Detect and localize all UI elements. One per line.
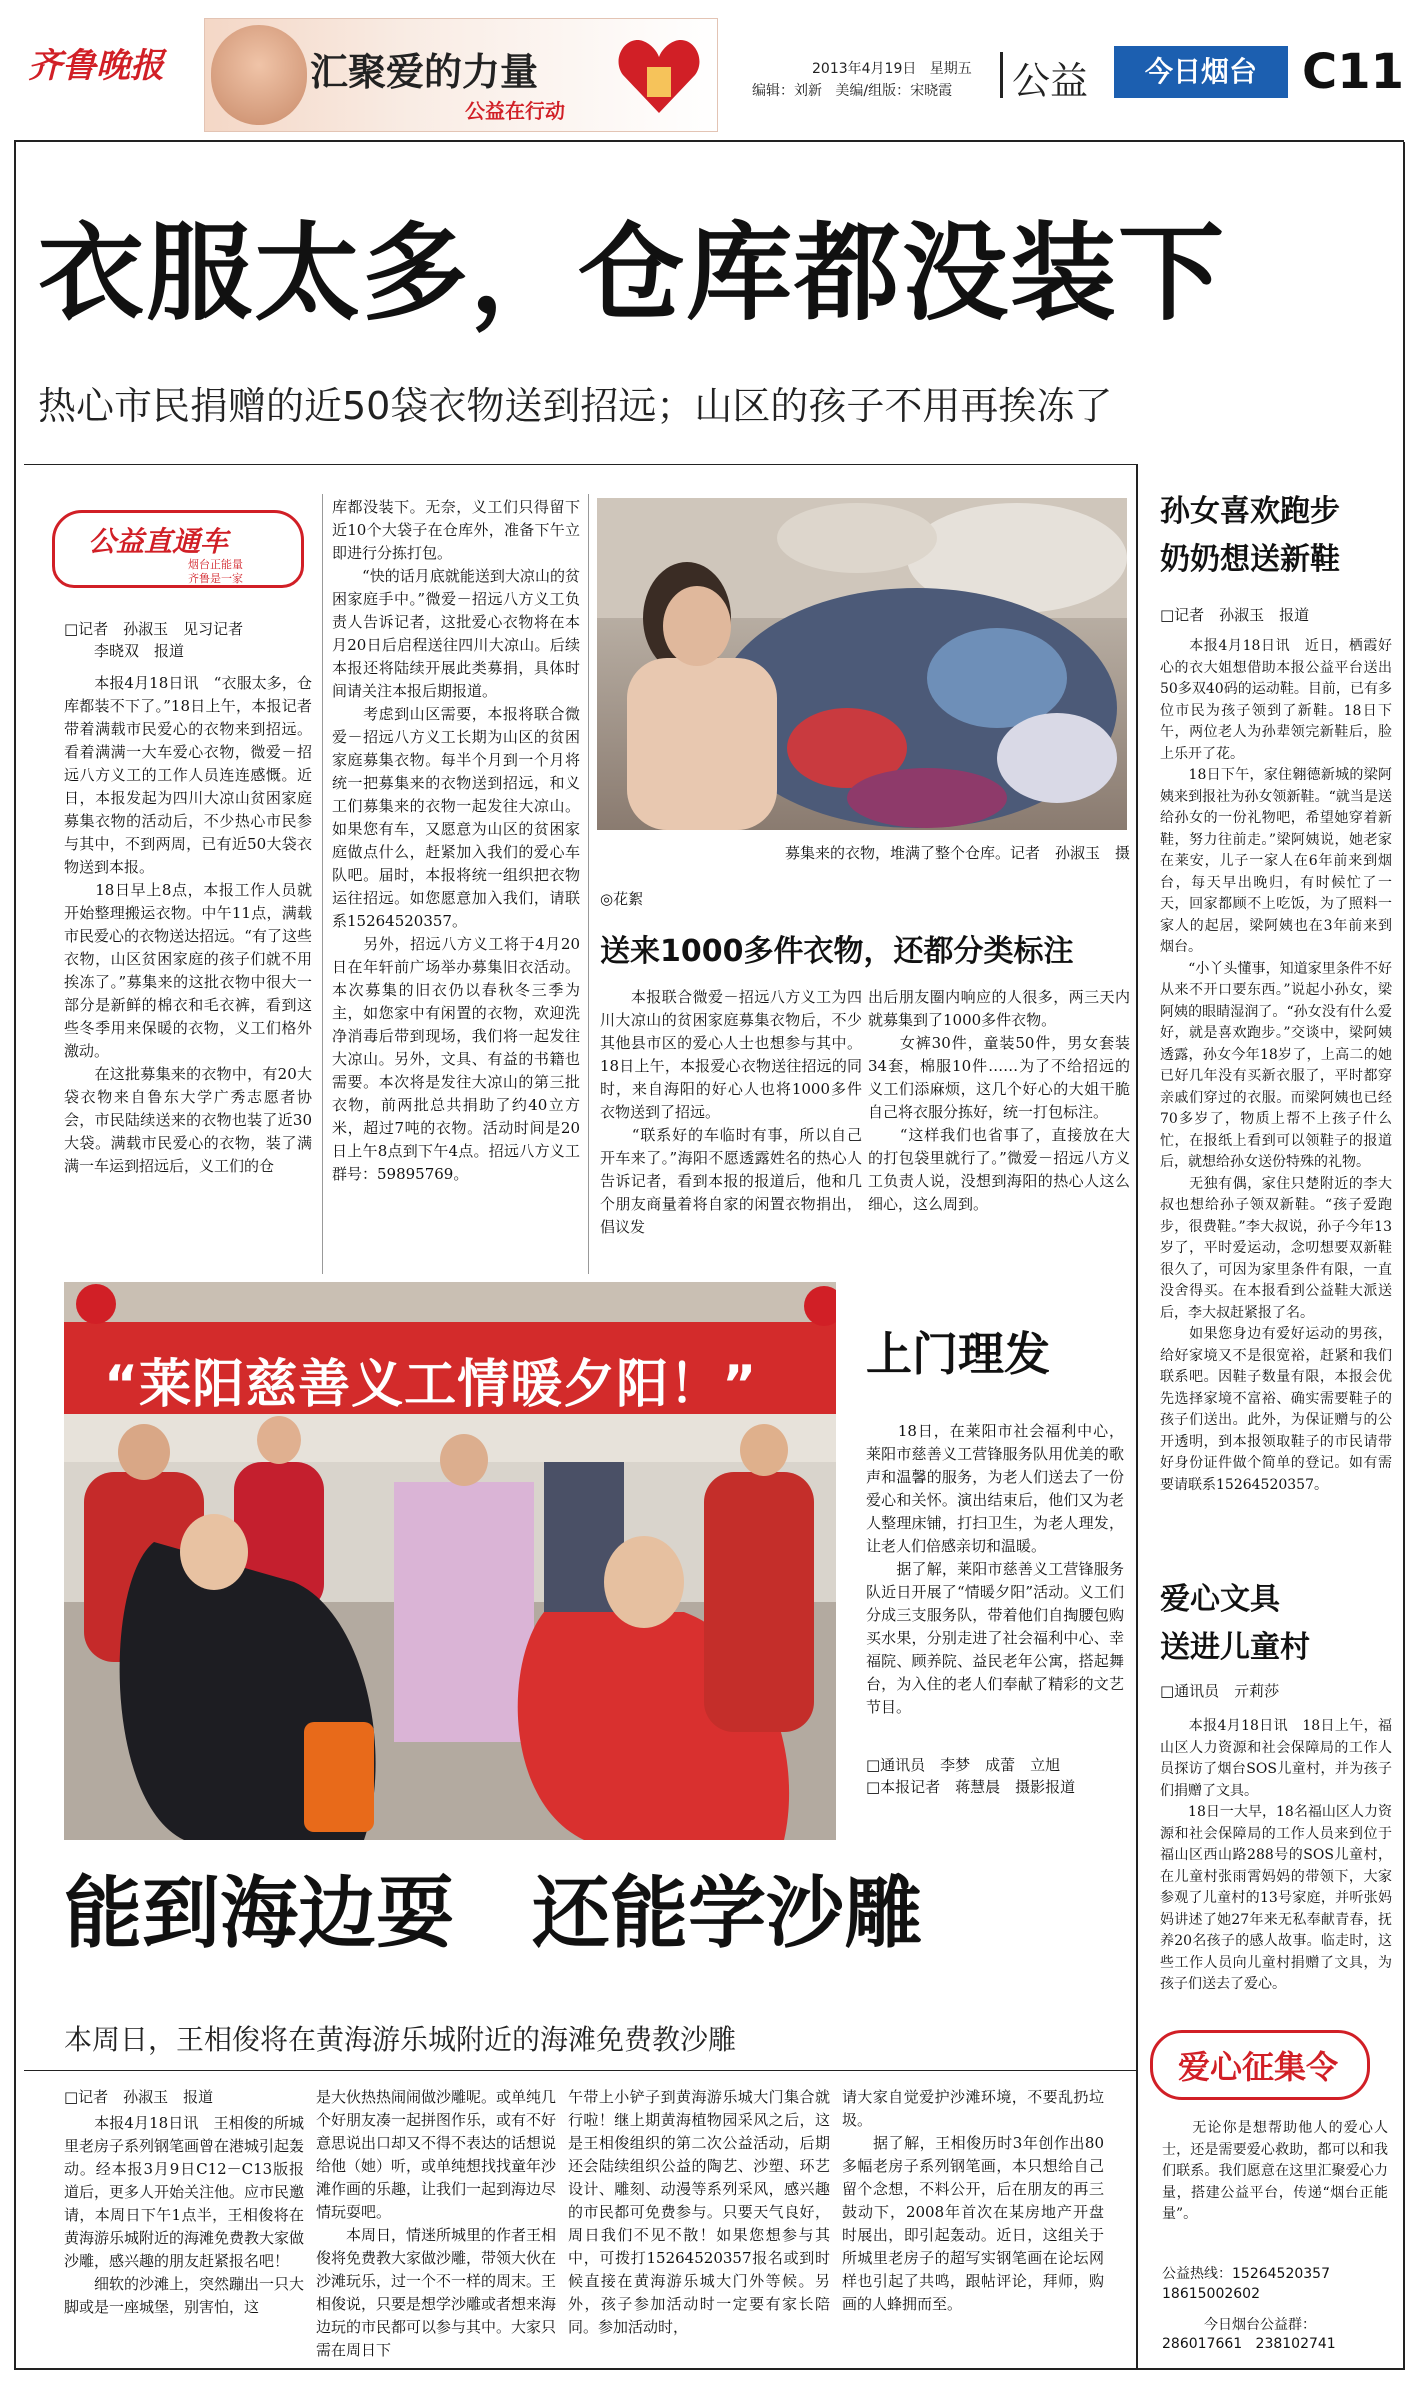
banner-title: 汇聚爱的力量 (310, 50, 539, 94)
child-face-icon (211, 25, 307, 125)
col-divider (322, 494, 323, 1274)
side2-body: 本报4月18日讯 18日上午，福山区人力资源和社会保障局的工作人员探访了烟台SOS儿童村，并为孩子们捐赠了文具。 18日一大早，18名福山区人力资源和社会保障局的工作人员来到位于福山区西山路288号的SOS儿童村，在儿童村张雨霄妈妈的带领下，大家参观了儿童村的13号家庭，并听张妈妈讲述了她27年来无私奉献青春，抚养20名孩子的感人故事。临走时，这些工作人员向儿童村捐赠了文具，为孩子们送去了爱心。 (1160, 1718, 1392, 1992)
paper-logo: 齐鲁晚报 (28, 46, 164, 86)
side1-byline: □记者 孙淑玉 报道 (1160, 606, 1310, 624)
section-label: 公益 (1012, 59, 1089, 103)
haircut-headline: 上门理发 (866, 1327, 1050, 1381)
photo-caption: 募集来的衣物，堆满了整个仓库。记者 孙淑玉 摄 (784, 844, 1130, 862)
call-title: 爱心征集令 (1178, 2048, 1339, 2086)
haircut-volunteers-photo (64, 1282, 836, 1840)
hotline-label: 公益热线： (1162, 2266, 1232, 2282)
beach-subhead: 本周日，王相俊将在黄海游乐城附近的海滩免费教沙雕 (64, 2023, 737, 2056)
side1-headline: 孙女喜欢跑步 奶奶想送新鞋 (1160, 494, 1340, 577)
side2-headline: 爱心文具 送进儿童村 (1160, 1582, 1310, 1665)
date: 2013年4月19日 (812, 61, 917, 77)
call-body: 无论你是想帮助他人的爱心人士，还是需要爱心救助，都可以和我们联系。我们愿意在这里汇聚爱心力量，搭建公益平台，传递“烟台正能量”。 (1162, 2120, 1388, 2222)
account-label: 今日烟台公益群： (1204, 2317, 1316, 2333)
second-column-2: 出后朋友圈内响应的人很多，两三天内就募集到了1000多件衣物。 女裤30件，童装50件，男女套装34套，棉服10件……为了不给招远的义工们添麻烦，这几个好心的大姐干脆自己将衣服分拣好，统一打包标注。 “这样我们也省事了，直接放在大的打包袋里就行了。”微爱－招远八方义工负责人说，没想到海阳的热心人这么细心，这么周到。 (868, 988, 1130, 1213)
lead-subhead: 热心市民捐赠的近50袋衣物送到招远；山区的孩子不用再挨冻了 (38, 384, 1113, 428)
beach-column-4: 请大家自觉爱护沙滩环境，不要乱扔垃圾。 据了解，王相俊历时3年创作出80多幅老房子系列钢笔画，本只想给自己留个念想，不料公开，后在朋友的再三鼓动下，2008年首次在某房地产开盘时展出，即引起轰动。近日，这组关于所城里老房子的超写实钢笔画在论坛网样也引起了共鸣，跟帖评论，拜师，购画的人蜂拥而至。 (842, 2088, 1104, 2313)
sidebar-divider (1136, 464, 1138, 2368)
call-for-love-box (1140, 2028, 1398, 2366)
masthead-divider (1000, 52, 1003, 98)
column-logo (52, 500, 302, 592)
side1-body: 本报4月18日讯 近日，栖霞好心的衣大姐想借助本报公益平台送出50多双40码的运动鞋。目前，已有多位市民为孩子领到了新鞋。18日下午，两位老人为孙辈领完新鞋后，脸上乐开了花。 18日下午，家住翱德新城的梁阿姨来到报社为孙女领新鞋。“就当是送给孙女的一份礼物吧，希望她穿着新鞋，努力往前走。”梁阿姨说，她老家在莱安，儿子一家人在6年前来到烟台，每天早出晚归，有时候忙了一天，回家都顾不上吃饭，为了照料一家人的起居，梁阿姨也在3年前来到烟台。 “小丫头懂事，知道家里条件不好从来不开口要东西。”说起小孙女，梁阿姨的眼睛湿润了。“孙女没有什么爱好，就是喜欢跑步。”交谈中，梁阿姨透露，孙女今年18岁了，上高二的她已好几年没有买新衣服了，平时都穿亲戚们穿过的衣服。而梁阿姨也已经70多岁了，物质上帮不上孩子什么忙，在报纸上看到可以领鞋子的报道后，就想给孙女送份特殊的礼物。 无独有偶，家住只楚附近的李大叔也想给孙子领双新鞋。“孩子爱跑步，很费鞋。”李大叔说，孙子今年13岁了，平时爱运动，念叨想要双新鞋很久了，可因为家里条件有限，一直没舍得买。在本报看到公益鞋大派送后，李大叔赶紧报了名。 如果您身边有爱好运动的男孩，给好家境又不是很宽裕，赶紧和我们联系吧。因鞋子数量有限，本报会优先选择家境不富裕、确实需要鞋子的孩子们送出。此外，为保证赠与的公开透明，到本报领取鞋子的市民请带好身份证件做个简单的登记。如有需要请联系15264520357。 (1160, 638, 1392, 1493)
edition-badge: 今日烟台 (1114, 46, 1288, 98)
col-divider (588, 494, 589, 1274)
masthead (0, 0, 1417, 140)
editors-line: 编辑：刘新 美编/组版：宋晓霞 (752, 83, 953, 99)
lead-column-2: 库都没装下。无奈，义工们只得留下近10个大袋子在仓库外，准备下午立即进行分拣打包。 “快的话月底就能送到大凉山的贫困家庭手中。”微爱－招远八方义工负责人告诉记者，这批爱心衣物将在本月20日后启程送往四川大凉山。后续本报还将陆续开展此类募捐，具体时间请关注本报后期报道。 考虑到山区需要，本报将联合微爱－招远八方义工长期为山区的贫困家庭募集衣物。每半个月到一个月将统一把募集来的衣物送到招远，和义工们募集来的衣物一起发往大凉山。如果您有车，又愿意为山区的贫困家庭做点什么，赶紧加入我们的爱心车队吧。届时，本报将统一组织把衣物运往招远。如您愿意加入我们，请联系15264520357。 另外，招远八方义工将于4月20日在年轩前广场举办募集旧衣活动。本次募集的旧衣仍以春秋冬三季为主，如您家中有闲置的衣物，欢迎洗净消毒后带到现场，我们将一起发往大凉山。另外，文具、有益的书籍也需要。本次将是发往大凉山的第三批衣物，前两批总共捐助了约40立方米，超过7吨的衣物。活动时间是20日上午8点到下午4点。招远八方义工群号：59895769。 (332, 498, 580, 1183)
haircut-body: 18日，在莱阳市社会福利中心，莱阳市慈善义工营锋服务队用优美的歌声和温馨的服务，为老人们送去了一份爱心和关怀。演出结束后，他们又为老人整理床铺，打扫卫生，为老人理发，让老人们倍感亲切和温暖。 据了解，莱阳市慈善义工营锋服务队近日开展了“情暖夕阳”活动。义工们分成三支服务队，带着他们自掏腰包购买水果，分别走进了社会福利中心、幸福院、顾养院、益民老年公寓，搭起舞台，为入住的老人们奉献了精彩的文艺节目。 (866, 1422, 1124, 1716)
column-logo-sub2: 齐鲁是一家 (188, 572, 243, 585)
haircut-byline: □通讯员 李梦 成蕾 立旭 □本报记者 蒋慧晨 摄影报道 (866, 1756, 1076, 1796)
beach-rule (24, 2070, 1136, 2071)
beach-column-2: 是大伙热热闹闹做沙雕呢。或单纯几个好朋友凑一起拼图作乐，或有不好意思说出口却又不得不表达的话想说给他（她）听，或单纯想找找童年沙滩作画的乐趣，让我们一起到海边尽情玩耍吧。 本周日，情迷所城里的作者王相俊将免费教大家做沙雕，带领大伙在沙滩玩乐，过一个不一样的周末。王相俊说，只要是想学沙雕或者想来海边玩的市民都可以参与其中。大家只需在周日下 (316, 2088, 556, 2359)
banner-graphic (204, 18, 718, 132)
hotline-number-2: 18615002602 (1162, 2286, 1260, 2302)
side2-byline: □通讯员 亓莉莎 (1160, 1682, 1280, 1700)
weekday: 星期五 (929, 61, 972, 77)
hotline-block (1162, 2264, 1388, 2304)
lead-byline: □记者 孙淑玉 见习记者 李晓双 报道 (64, 620, 244, 660)
account-numbers (1162, 2336, 1336, 2352)
banner-slogan: 公益在行动 (465, 99, 565, 123)
column-logo-title: 公益直通车 (88, 525, 229, 558)
second-byline: ◎花絮 (600, 890, 644, 908)
photo-banner-text: “莱阳慈善义工情暖夕阳！” (104, 1355, 758, 1415)
second-column-1: 本报联合微爱－招远八方义工为四川大凉山的贫困家庭募集衣物后，不少其他县市区的爱心人士也想参与其中。18日上午，本报爱心衣物送往招远的同时，来自海阳的好心人也将1000多件衣物送到了招远。 “联系好的车临时有事，所以自己开车来了。”海阳不愿透露姓名的热心人告诉记者，看到本报的报道后，他和几个朋友商量着将自家的闲置衣物捐出，倡议发 (600, 988, 862, 1236)
second-headline: 送来1000多件衣物，还都分类标注 (600, 934, 1074, 969)
issue-date (812, 58, 972, 78)
hotline-number-1: 15264520357 (1232, 2266, 1330, 2282)
beach-headline: 能到海边耍 还能学沙雕 (64, 1869, 923, 1959)
column-logo-sub1: 烟台正能量 (188, 558, 243, 571)
beach-column-1: 本报4月18日讯 王相俊的所城里老房子系列钢笔画曾在港城引起轰动。经本报3月9日C12－C13版报道后，更多人开始关注他。应市民邀请，本周日下午1点半，王相俊将在黄海游乐城附近的海滩免费教大家做沙雕，感兴趣的朋友赶紧报名吧！ 细软的沙滩上，突然蹦出一只大脚或是一座城堡，别害怕，这 (64, 2114, 304, 2316)
page-number: C11 (1302, 44, 1405, 100)
account-number-1: 286017661 (1162, 2336, 1243, 2352)
beach-column-3: 午带上小铲子到黄海游乐城大门集合就行啦！继上期黄海植物园采风之后，这是王相俊组织的第二次公益活动，后期还会陆续组织公益的陶艺、沙塑、环艺设计、雕刻、动漫等系列采风，感兴趣的市民都可免费参与。只要天气良好，周日我们不见不散！如果您想参与其中，可拨打15264520357报名或到时候直接在黄海游乐城大门外等候。另外，孩子参加活动时一定要有家长陪同。参加活动时， (568, 2088, 830, 2336)
heart-icon (613, 29, 705, 121)
clothing-warehouse-photo (597, 498, 1127, 830)
lead-headline: 衣服太多，仓库都没装下 (38, 212, 1226, 335)
lead-rule (24, 464, 1136, 465)
lead-column-1: 本报4月18日讯 “衣服太多，仓库都装不下了。”18日上午，本报记者带着满载市民爱心的衣物来到招远。看着满满一大车爱心衣物，微爱－招远八方义工的工作人员连连感慨。近日，本报发起为四川大凉山贫困家庭募集衣物的活动后，不少热心市民参与其中，不到两周，已有近50大袋衣物送到本报。 18日早上8点，本报工作人员就开始整理搬运衣物。中午11点，满载市民爱心的衣物送达招远。“有了这些衣物，山区贫困家庭的孩子们就不用挨冻了。”募集来的这批衣物中很大一部分是新鲜的棉衣和毛衣裤，看到这些冬季用来保暖的衣物，义工们格外激动。 在这批募集来的衣物中，有20大袋衣物来自鲁东大学广秀志愿者协会，市民陆续送来的衣物也装了近30大袋。满载市民爱心的衣物，装了满满一车运到招远后，义工们的仓 (64, 674, 312, 1175)
beach-byline: □记者 孙淑玉 报道 (64, 2088, 214, 2106)
account-number-2: 238102741 (1255, 2336, 1336, 2352)
